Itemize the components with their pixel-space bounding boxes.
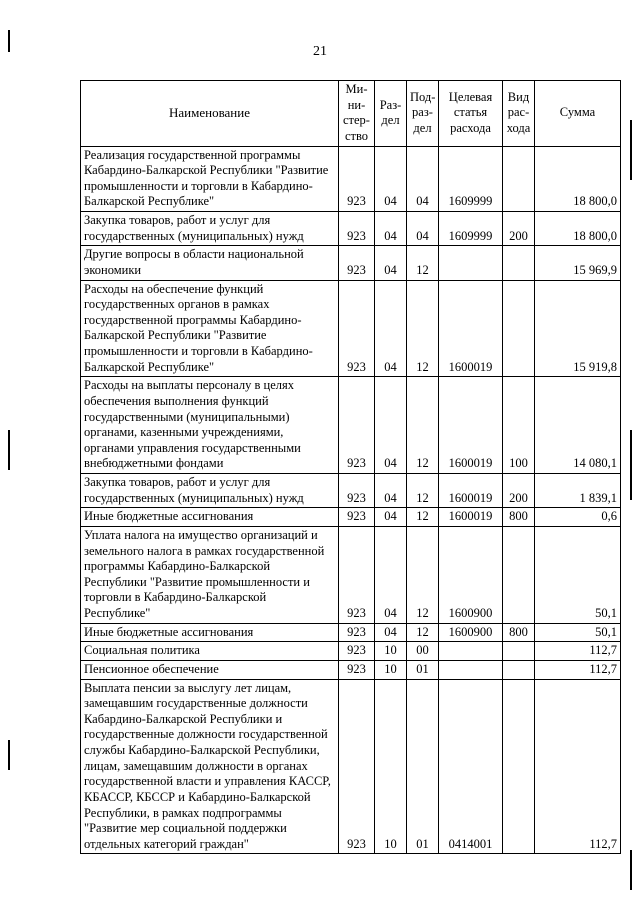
scan-edge-mark: [8, 30, 10, 52]
row-section: 10: [375, 642, 407, 661]
row-type: 800: [503, 508, 535, 527]
table-row: [81, 280, 621, 377]
table-row: [81, 474, 621, 508]
table-row: [81, 526, 621, 623]
header-name: Наименование: [81, 81, 339, 147]
row-sum: 112,7: [535, 642, 621, 661]
header-subsection: Под- раз- дел: [407, 81, 439, 147]
row-subsection: 12: [407, 623, 439, 642]
row-target: 1600019: [439, 508, 503, 527]
row-subsection: 12: [407, 377, 439, 474]
row-name: Социальная политика: [81, 642, 339, 661]
row-subsection: 12: [407, 526, 439, 623]
scan-edge-mark: [630, 850, 632, 890]
header-sum: Сумма: [535, 81, 621, 147]
table-header-row: [81, 81, 621, 147]
row-target: 1600019: [439, 474, 503, 508]
budget-table: [80, 80, 621, 854]
row-subsection: 12: [407, 280, 439, 377]
scan-edge-mark: [8, 740, 10, 770]
row-target: [439, 246, 503, 280]
row-type: 200: [503, 212, 535, 246]
row-section: 04: [375, 508, 407, 527]
row-target: 1600900: [439, 623, 503, 642]
row-type: [503, 526, 535, 623]
row-ministry: 923: [339, 508, 375, 527]
row-type: 100: [503, 377, 535, 474]
page-number: 21: [313, 44, 327, 59]
table-row: [81, 679, 621, 854]
row-target: 0414001: [439, 679, 503, 854]
row-sum: 18 800,0: [535, 146, 621, 212]
row-target: 1600900: [439, 526, 503, 623]
row-section: 04: [375, 280, 407, 377]
row-name: Пенсионное обеспечение: [81, 660, 339, 679]
row-ministry: 923: [339, 212, 375, 246]
table-row: [81, 660, 621, 679]
row-ministry: 923: [339, 146, 375, 212]
row-sum: 112,7: [535, 679, 621, 854]
table-body: [81, 146, 621, 854]
row-type: [503, 280, 535, 377]
row-ministry: 923: [339, 660, 375, 679]
row-subsection: 04: [407, 212, 439, 246]
header-target: Целевая статья расхода: [439, 81, 503, 147]
header-ministry: Ми- ни- стер- ство: [339, 81, 375, 147]
row-sum: 15 919,8: [535, 280, 621, 377]
row-type: [503, 679, 535, 854]
row-sum: 50,1: [535, 623, 621, 642]
scan-edge-mark: [630, 120, 632, 180]
row-ministry: 923: [339, 377, 375, 474]
row-subsection: 12: [407, 508, 439, 527]
scan-edge-mark: [630, 430, 632, 500]
row-target: [439, 642, 503, 661]
row-type: 800: [503, 623, 535, 642]
row-ministry: 923: [339, 642, 375, 661]
row-sum: 112,7: [535, 660, 621, 679]
row-name: Расходы на обеспечение функций государственных органов в рамках государственной программы Кабардино-Балкарской Республики "Развитие промышленности и торговли в Кабардино-Балкарской Республике": [81, 280, 339, 377]
row-ministry: 923: [339, 246, 375, 280]
header-type: Вид рас- хода: [503, 81, 535, 147]
row-subsection: 12: [407, 246, 439, 280]
row-ministry: 923: [339, 679, 375, 854]
row-subsection: 04: [407, 146, 439, 212]
row-name: Уплата налога на имущество организаций и земельного налога в рамках государственной программы Кабардино-Балкарской Республики "Развитие промышленности и торговли в Кабардино-Балкарской Республике": [81, 526, 339, 623]
row-section: 04: [375, 146, 407, 212]
row-name: Иные бюджетные ассигнования: [81, 508, 339, 527]
table-row: [81, 146, 621, 212]
row-subsection: 00: [407, 642, 439, 661]
row-sum: 18 800,0: [535, 212, 621, 246]
row-sum: 1 839,1: [535, 474, 621, 508]
header-section: Раз- дел: [375, 81, 407, 147]
row-subsection: 12: [407, 474, 439, 508]
table-row: [81, 377, 621, 474]
row-name: Иные бюджетные ассигнования: [81, 623, 339, 642]
scan-edge-mark: [8, 430, 10, 470]
row-target: 1609999: [439, 212, 503, 246]
row-section: 04: [375, 526, 407, 623]
row-sum: 0,6: [535, 508, 621, 527]
row-ministry: 923: [339, 474, 375, 508]
row-target: 1609999: [439, 146, 503, 212]
row-name: Закупка товаров, работ и услуг для государственных (муниципальных) нужд: [81, 212, 339, 246]
row-name: Другие вопросы в области национальной экономики: [81, 246, 339, 280]
row-type: 200: [503, 474, 535, 508]
row-ministry: 923: [339, 623, 375, 642]
row-section: 04: [375, 623, 407, 642]
row-subsection: 01: [407, 679, 439, 854]
row-section: 04: [375, 212, 407, 246]
row-type: [503, 660, 535, 679]
table-row: [81, 642, 621, 661]
row-section: 10: [375, 660, 407, 679]
row-name: Закупка товаров, работ и услуг для государственных (муниципальных) нужд: [81, 474, 339, 508]
row-sum: 50,1: [535, 526, 621, 623]
row-name: Реализация государственной программы Кабардино-Балкарской Республики "Развитие промышленности и торговли в Кабардино-Балкарской Республике": [81, 146, 339, 212]
row-subsection: 01: [407, 660, 439, 679]
table-row: [81, 508, 621, 527]
table-row: [81, 623, 621, 642]
row-section: 04: [375, 474, 407, 508]
row-type: [503, 642, 535, 661]
row-name: Расходы на выплаты персоналу в целях обеспечения выполнения функций государственными (муниципальными) органами, казенными учреждениями, органами управления государственными внебюджетными фондами: [81, 377, 339, 474]
row-target: 1600019: [439, 280, 503, 377]
row-section: 10: [375, 679, 407, 854]
row-ministry: 923: [339, 280, 375, 377]
row-section: 04: [375, 377, 407, 474]
row-target: [439, 660, 503, 679]
table-row: [81, 212, 621, 246]
row-target: 1600019: [439, 377, 503, 474]
row-sum: 14 080,1: [535, 377, 621, 474]
row-sum: 15 969,9: [535, 246, 621, 280]
row-type: [503, 246, 535, 280]
row-type: [503, 146, 535, 212]
row-section: 04: [375, 246, 407, 280]
row-ministry: 923: [339, 526, 375, 623]
table-row: [81, 246, 621, 280]
row-name: Выплата пенсии за выслугу лет лицам, замещавшим государственные должности Кабардино-Балкарской Республики и государственные должности государственной службы Кабардино-Балкарской Республики, лицам, замещавшим должности в органах государственной власти и управления КАССР, КБАССР, КБССР и Кабардино-Балкарской Республики, в рамках подпрограммы "Развитие мер социальной поддержки отдельных категорий граждан": [81, 679, 339, 854]
